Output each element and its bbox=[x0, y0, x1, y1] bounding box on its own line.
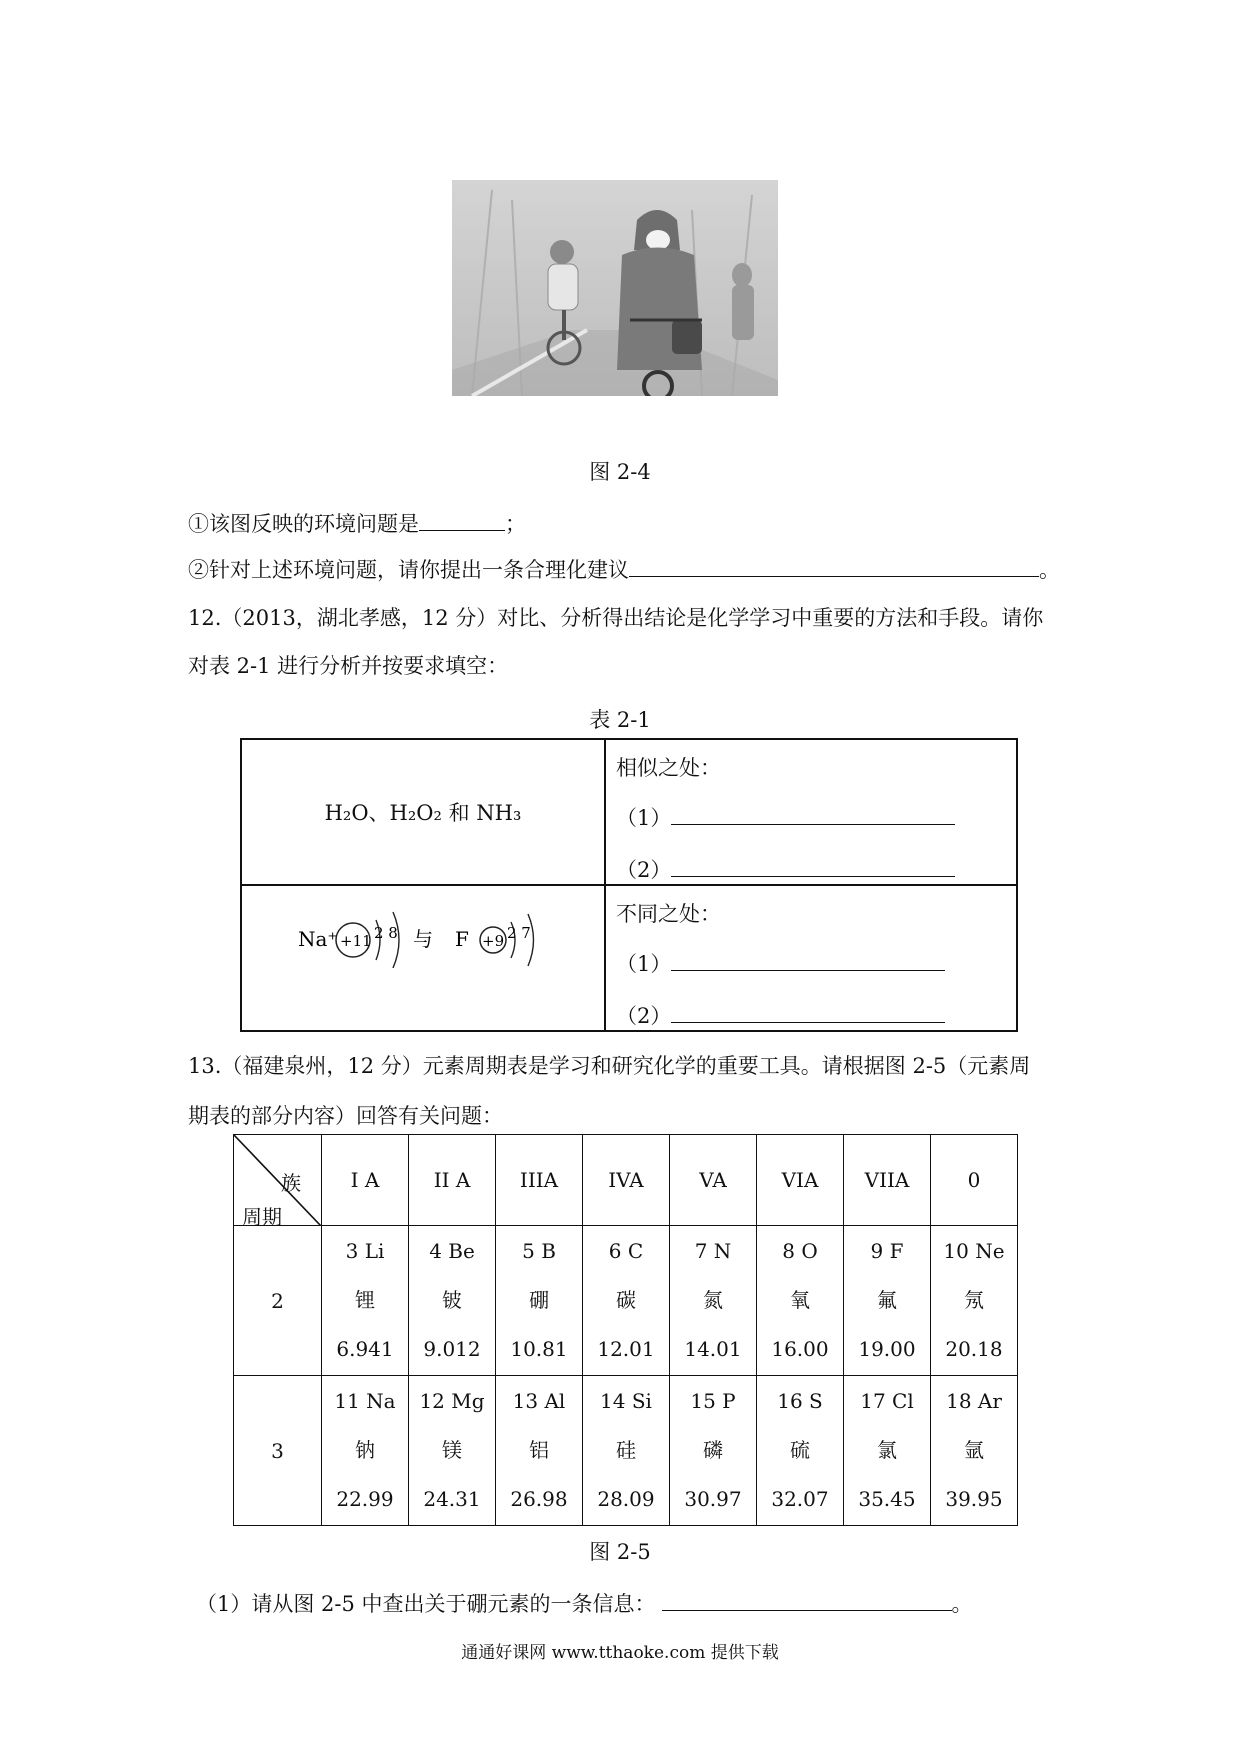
period-label: 周期 bbox=[242, 1205, 282, 1229]
element-cell bbox=[322, 1376, 409, 1526]
element-cell bbox=[409, 1226, 496, 1376]
element-symbol: 17 Cl bbox=[860, 1389, 914, 1413]
similarity-heading: 相似之处： bbox=[616, 756, 721, 780]
element-mass: 16.00 bbox=[771, 1337, 829, 1361]
q13-sub1-end: 。 bbox=[951, 1592, 973, 1616]
element-name: 铍 bbox=[442, 1288, 462, 1312]
compounds-cell bbox=[241, 739, 605, 885]
element-symbol: 10 Ne bbox=[943, 1239, 1005, 1263]
answer-blank-2[interactable] bbox=[629, 558, 1039, 577]
element-name: 氩 bbox=[964, 1438, 984, 1462]
difference-heading: 不同之处： bbox=[616, 902, 721, 926]
item-2-label: （2） bbox=[616, 1004, 672, 1028]
element-cell bbox=[844, 1376, 931, 1526]
boron-info-blank[interactable] bbox=[662, 1592, 952, 1611]
period-number: 2 bbox=[234, 1226, 322, 1376]
difference-item-1 bbox=[616, 948, 1016, 978]
element-name: 氖 bbox=[964, 1288, 984, 1312]
element-mass: 26.98 bbox=[510, 1487, 568, 1511]
item-1-label: （1） bbox=[616, 952, 672, 976]
q13-sub1 bbox=[196, 1588, 973, 1618]
element-mass: 10.81 bbox=[510, 1337, 568, 1361]
element-cell bbox=[931, 1376, 1018, 1526]
q11-line2-end: 。 bbox=[1039, 558, 1060, 582]
page-footer: 通通好课网 www.tthaoke.com 提供下载 bbox=[461, 1643, 779, 1663]
answer-blank-1[interactable] bbox=[419, 512, 505, 531]
element-name: 铝 bbox=[529, 1438, 549, 1462]
similarity-cell bbox=[605, 739, 1017, 885]
similarity-blank-2[interactable] bbox=[671, 858, 955, 877]
element-cell bbox=[583, 1376, 670, 1526]
q13-line2: 期表的部分内容）回答有关问题： bbox=[188, 1104, 503, 1128]
f-shell-electrons: 2 7 bbox=[507, 924, 531, 942]
element-cell bbox=[757, 1376, 844, 1526]
na-nucleus-charge: +11 bbox=[340, 932, 372, 950]
element-name: 磷 bbox=[703, 1438, 723, 1462]
element-mass: 28.09 bbox=[597, 1487, 655, 1511]
difference-blank-2[interactable] bbox=[671, 1004, 945, 1023]
element-mass: 22.99 bbox=[336, 1487, 394, 1511]
element-symbol: 3 Li bbox=[345, 1239, 385, 1263]
similarity-item-1 bbox=[616, 802, 1016, 832]
element-name: 碳 bbox=[616, 1288, 636, 1312]
element-mass: 35.45 bbox=[858, 1487, 916, 1511]
na-shell-electrons: 2 8 bbox=[374, 924, 398, 942]
element-cell bbox=[931, 1226, 1018, 1376]
element-symbol: 13 Al bbox=[512, 1389, 566, 1413]
na-ion-label: Na⁺ bbox=[298, 927, 338, 951]
element-mass: 32.07 bbox=[771, 1487, 829, 1511]
difference-cell bbox=[605, 885, 1017, 1031]
smog-photo bbox=[452, 180, 778, 396]
group-header-row bbox=[234, 1135, 1018, 1226]
element-symbol: 7 N bbox=[694, 1239, 732, 1263]
ion-structure-cell bbox=[241, 885, 605, 1031]
group-header: IIIA bbox=[496, 1135, 583, 1226]
element-symbol: 6 C bbox=[608, 1239, 644, 1263]
element-mass: 14.01 bbox=[684, 1337, 742, 1361]
element-cell bbox=[844, 1226, 931, 1376]
element-name: 氟 bbox=[877, 1288, 897, 1312]
element-symbol: 4 Be bbox=[429, 1239, 475, 1263]
element-name: 氧 bbox=[790, 1288, 810, 1312]
q11-line1-text: ①该图反映的环境问题是 bbox=[188, 512, 419, 536]
element-cell bbox=[583, 1226, 670, 1376]
compounds-text: H₂O、H₂O₂ 和 NH₃ bbox=[324, 801, 522, 825]
table-2-1-caption: 表 2-1 bbox=[589, 708, 651, 732]
element-symbol: 12 Mg bbox=[419, 1389, 485, 1413]
element-symbol: 14 Si bbox=[600, 1389, 652, 1413]
element-name: 氮 bbox=[703, 1288, 723, 1312]
group-header: II A bbox=[409, 1135, 496, 1226]
element-name: 硫 bbox=[790, 1438, 810, 1462]
group-header: 0 bbox=[931, 1135, 1018, 1226]
element-symbol: 16 S bbox=[777, 1389, 823, 1413]
element-cell bbox=[322, 1226, 409, 1376]
element-mass: 20.18 bbox=[945, 1337, 1003, 1361]
q12-line1: 12.（2013，湖北孝感，12 分）对比、分析得出结论是化学学习中重要的方法和手段。请你 bbox=[188, 606, 1044, 630]
element-mass: 24.31 bbox=[423, 1487, 481, 1511]
difference-item-2 bbox=[616, 1000, 1016, 1030]
q13-line1: 13.（福建泉州，12 分）元素周期表是学习和研究化学的重要工具。请根据图 2-5（元素周 bbox=[188, 1054, 1031, 1078]
period-row bbox=[234, 1376, 1018, 1526]
element-name: 硅 bbox=[616, 1438, 636, 1462]
item-1-label: （1） bbox=[616, 806, 672, 830]
difference-blank-1[interactable] bbox=[671, 952, 945, 971]
element-cell bbox=[670, 1226, 757, 1376]
q11-line2 bbox=[188, 554, 1060, 584]
group-label: 族 bbox=[281, 1171, 301, 1195]
corner-cell bbox=[234, 1135, 322, 1229]
element-cell bbox=[496, 1376, 583, 1526]
f-atom-label: F bbox=[455, 927, 469, 951]
group-header: VIIA bbox=[844, 1135, 931, 1226]
element-mass: 19.00 bbox=[858, 1337, 916, 1361]
element-mass: 12.01 bbox=[597, 1337, 655, 1361]
element-symbol: 8 O bbox=[782, 1239, 818, 1263]
figure-2-4-caption: 图 2-4 bbox=[589, 460, 651, 484]
group-header: I A bbox=[322, 1135, 409, 1226]
element-symbol: 11 Na bbox=[334, 1389, 396, 1413]
q11-line1 bbox=[188, 508, 526, 538]
periodic-table bbox=[233, 1134, 1018, 1526]
element-name: 硼 bbox=[529, 1288, 549, 1312]
yu-text: 与 bbox=[413, 927, 433, 951]
element-mass: 30.97 bbox=[684, 1487, 742, 1511]
element-symbol: 18 Ar bbox=[946, 1389, 1002, 1413]
element-mass: 9.012 bbox=[423, 1337, 481, 1361]
item-2-label: （2） bbox=[616, 858, 672, 882]
ion-structure-diagrams bbox=[243, 898, 603, 968]
element-name: 锂 bbox=[355, 1288, 375, 1312]
similarity-item-2 bbox=[616, 854, 1016, 884]
element-cell bbox=[409, 1376, 496, 1526]
q11-line2-text: ②针对上述环境问题，请你提出一条合理化建议 bbox=[188, 558, 629, 582]
f-nucleus-charge: +9 bbox=[482, 932, 505, 950]
table-2-1 bbox=[240, 738, 1018, 1032]
element-name: 钠 bbox=[355, 1438, 375, 1462]
period-number: 3 bbox=[234, 1376, 322, 1526]
element-symbol: 9 F bbox=[870, 1239, 904, 1263]
element-mass: 39.95 bbox=[945, 1487, 1003, 1511]
q13-sub1-text: （1）请从图 2-5 中查出关于硼元素的一条信息： bbox=[196, 1592, 656, 1616]
figure-2-5-caption: 图 2-5 bbox=[589, 1540, 651, 1564]
q11-line1-end: ； bbox=[505, 512, 526, 536]
element-name: 镁 bbox=[442, 1438, 462, 1462]
period-row bbox=[234, 1226, 1018, 1376]
element-mass: 6.941 bbox=[336, 1337, 394, 1361]
element-cell bbox=[670, 1376, 757, 1526]
similarity-blank-1[interactable] bbox=[671, 806, 955, 825]
group-header: IVA bbox=[583, 1135, 670, 1226]
element-symbol: 15 P bbox=[690, 1389, 736, 1413]
element-cell bbox=[496, 1226, 583, 1376]
group-header: VA bbox=[670, 1135, 757, 1226]
element-cell bbox=[757, 1226, 844, 1376]
group-header: VIA bbox=[757, 1135, 844, 1226]
q12-line2: 对表 2-1 进行分析并按要求填空： bbox=[188, 654, 509, 678]
element-name: 氯 bbox=[877, 1438, 897, 1462]
element-symbol: 5 B bbox=[522, 1239, 556, 1263]
